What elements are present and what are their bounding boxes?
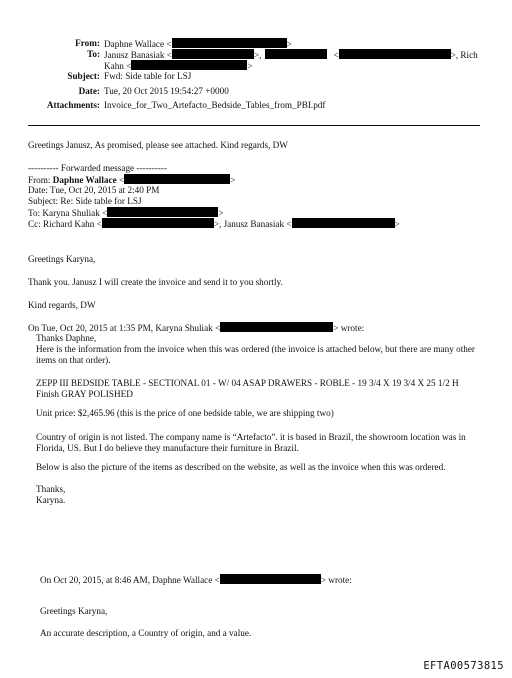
subject-value: Fwd: Side table for LSJ	[104, 71, 192, 81]
redaction-box	[339, 49, 451, 59]
intro-line: Greetings Janusz, As promised, please see attached. Kind regards, DW	[28, 140, 288, 150]
quote-line: Thanks,	[36, 484, 66, 494]
subject-label: Subject:	[67, 71, 100, 81]
date-value: Tue, 20 Oct 2015 19:54:27 +0000	[104, 86, 229, 96]
to-value: Janusz Banasiak < >, < >, Rich	[104, 50, 478, 60]
fwd-from: From: Daphne Wallace < >	[28, 175, 236, 185]
nested-quote-line: Greetings Karyna,	[40, 606, 108, 616]
reply-text: Thank you. Janusz I will create the invoice and send it to you shortly.	[28, 277, 283, 287]
date-label: Date:	[78, 86, 100, 96]
reply-greeting: Greetings Karyna,	[28, 254, 96, 264]
redaction-box	[292, 218, 395, 228]
attachment-link[interactable]: Invoice_for_Two_Artefacto_Bedside_Tables_from_PBI.pdf	[104, 100, 326, 110]
forwarded-marker: ---------- Forwarded message ----------	[28, 163, 168, 173]
redaction-box	[107, 207, 218, 217]
fwd-subject: Subject: Re: Side table for LSJ	[28, 196, 142, 206]
fwd-cc: Cc: Richard Kahn < >, Janusz Banasiak < >	[28, 219, 400, 229]
redaction-box	[265, 49, 327, 59]
product-line: ZEPP III BEDSIDE TABLE - SECTIONAL 01 - W/ 04 ASAP DRAWERS - ROBLE - 19 3/4 X 19 3/4 X 25 1/2 H	[36, 378, 459, 388]
redaction-box	[124, 174, 230, 184]
fwd-to: To: Karyna Shuliak < >	[28, 208, 224, 218]
to-value-line2: Kahn < >	[104, 61, 253, 71]
quote-line: Karyna.	[36, 495, 66, 505]
nested-quote-intro: On Oct 20, 2015, at 8:46 AM, Daphne Wallace < > wrote:	[40, 575, 352, 585]
redaction-box	[172, 38, 287, 48]
unit-price: Unit price: $2,465.96 (this is the price of one bedside table, we are shipping two)	[36, 408, 334, 418]
product-finish: Finish GRAY POLISHED	[36, 389, 133, 399]
redaction-box	[172, 49, 254, 59]
document-id: EFTA00573815	[423, 660, 504, 672]
from-label: From:	[75, 38, 100, 48]
reply-signoff: Kind regards, DW	[28, 300, 96, 310]
redaction-box	[220, 322, 333, 332]
quote-paragraph: Country of origin is not listed. The company name is “Artefacto”. it is based in Brazil, the showroom location was in Florida, US. But I do believe they manufacture their furniture in Brazil.	[36, 432, 466, 453]
quote-line: Thanks Daphne,	[36, 333, 97, 343]
redaction-box	[131, 60, 247, 70]
quote-paragraph: Below is also the picture of the items as described on the website, as well as the invoice when this was ordered.	[36, 462, 446, 472]
redaction-box	[220, 574, 321, 584]
quote-paragraph: Here is the information from the invoice when this was ordered (the invoice is attached below, but there are many other items on that order).	[36, 344, 475, 365]
to-label: To:	[87, 49, 100, 59]
redaction-box	[102, 218, 214, 228]
from-value: Daphne Wallace < >	[104, 39, 292, 49]
quote-intro: On Tue, Oct 20, 2015 at 1:35 PM, Karyna Shuliak < > wrote:	[28, 323, 365, 333]
attachments-label: Attachments:	[46, 100, 100, 110]
header-divider	[28, 125, 480, 126]
nested-quote-line: An accurate description, a Country of origin, and a value.	[40, 628, 252, 638]
fwd-date: Date: Tue, Oct 20, 2015 at 2:40 PM	[28, 185, 160, 195]
